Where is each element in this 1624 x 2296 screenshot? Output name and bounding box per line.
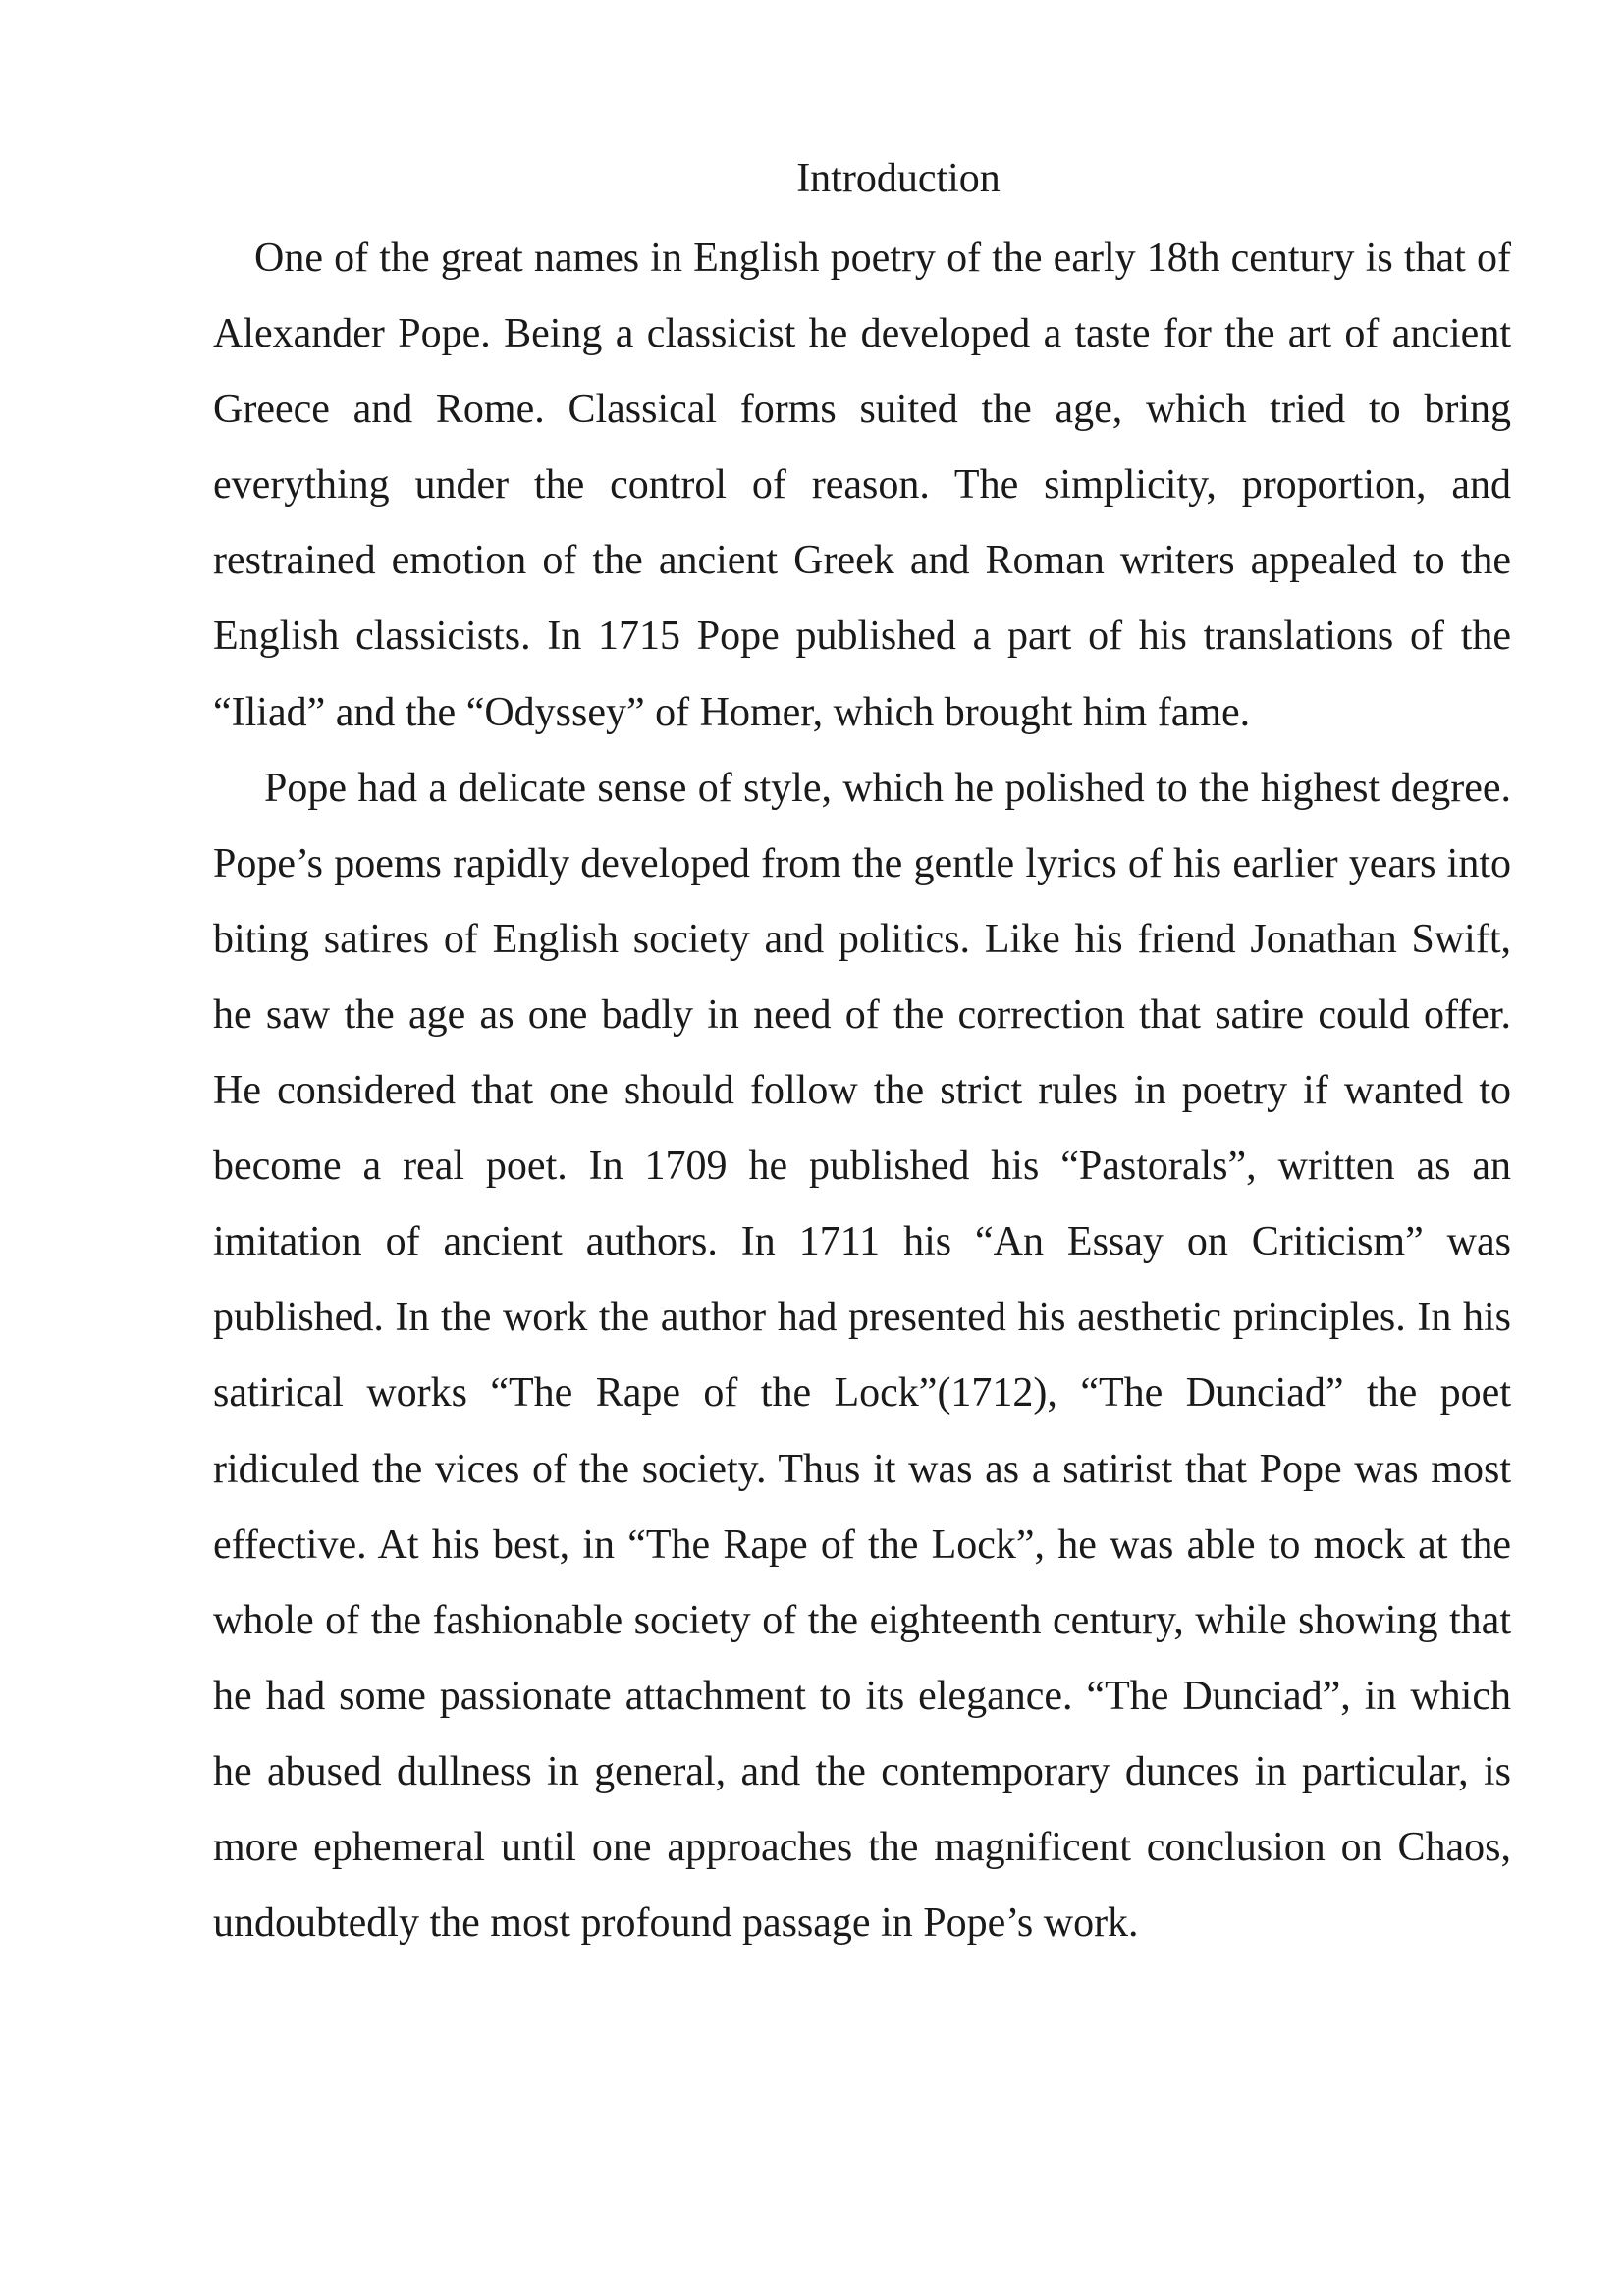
paragraph-intro: One of the great names in English poetry of the early 18th century is that of Alexander Pope. Being a classicist he developed a taste for the art of ancient Greece and Rome. Classical forms suited the age, which tried to bring everything under the control of reason. The simplicity, proportion, and restrained emotion of the ancient Greek and Roman writers appealed to the English classicists. In 1715 Pope published a part of his translations of the “Iliad” and the “Odyssey” of Homer, which brought him fame. [213, 236, 1511, 735]
document-body [213, 221, 1511, 1961]
page-title: Introduction [796, 156, 1001, 201]
paragraph-style-and-satire: Pope had a delicate sense of style, which he polished to the highest degree. Pope’s poems rapidly developed from the gentle lyrics of his earlier years into biting satires of English society and politics. Like his friend Jonathan Swift, he saw the age as one badly in need of the correction that satire could offer. He considered that one should follow the strict rules in poetry if wanted to become a real poet. In 1709 he published his “Pastorals”, written as an imitation of ancient authors. In 1711 his “An Essay on Criticism” was published. In the work the author had presented his aesthetic principles. In his satirical works “The Rape of the Lock”(1712), “The Dunciad” the poet ridiculed the vices of the society. Thus it was as a satirist that Pope was most effective. At his best, in “The Rape of the Lock”, he was able to mock at the whole of the fashionable society of the eighteenth century, while showing that he had some passionate attachment to its elegance. “The Dunciad”, in which he abused dullness in general, and the contemporary dunces in particular, is more ephemeral until one approaches the magnificent conclusion on Chaos, undoubtedly the most profound passage in Pope’s work. [213, 765, 1511, 1947]
